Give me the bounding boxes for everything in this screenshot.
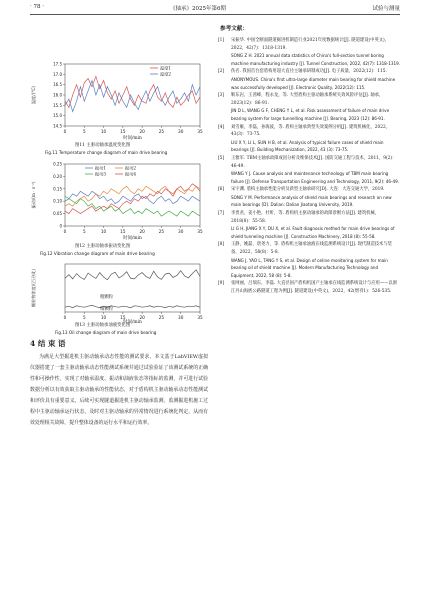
x-tick-label: 20 [139,315,145,320]
reference-item [218,68,400,91]
x-tick-label: 15 [120,229,126,234]
oil-chart [30,262,210,324]
reference-number: [5] [218,155,225,161]
y-tick-label: 0.25 [53,161,62,167]
x-tick-label: 30 [178,129,184,134]
plot-frame [65,64,200,126]
y-tick-label: 15.0 [53,113,62,119]
reference-text-en: LIU X Y, LI L, SUN H B, et al. Analysis of typical failure cases of shield main bearings [J]. Building Mechanization, 2022, 43 (3): 73-75. [231,139,384,153]
y-tick-label: 16.5 [53,82,62,88]
x-tick-label: 30 [178,315,184,320]
figure-13 [30,262,210,324]
y-axis-label: 温度/(°C) [31,85,36,105]
series-annotation: 细颗粒 [100,307,114,312]
reference-text-en: JIN D L, WANG G F, CHENG Y L, et al. Risk assessment of failure of main drive bearing system for large tunnelling machine [J]. Bearing, 2023 (12): 86-91. [231,108,390,121]
reference-item [218,280,400,295]
figure-12-caption-en: Fig.12 Vibration change diagram of main drive bearing [40,251,155,256]
section-label: 试验与测量 [372,6,400,12]
figure-12 [30,160,210,240]
legend-label: 振动2 [125,165,137,171]
header-divider [30,14,400,15]
legend-label: 振动3 [95,171,107,177]
reference-text-cn: 王静，姚磊，唐尧力，等. 盾构机主轴承油液在线监测系统设计[J]. 现代制造技术与装备，2022，58(8)：5-8. [231,242,392,256]
y-tick-label: 0.10 [53,198,62,204]
reference-number: [1] [218,38,225,43]
reference-item [218,124,400,154]
reference-text-cn: 刘雪雁，李磊，孙海波，等. 盾构主轴承典型失效案例分析[J]. 建筑机械化，2022，43(3)：73-75. [231,124,390,138]
y-tick-label: 17.5 [53,61,62,67]
reference-item [218,241,400,279]
reference-text-cn: 李贵君，姜小艳，杜昕，等. 盾构机主驱动轴承的故障诊断方法[J]. 建筑机械，2018(8)：55-58. [231,211,380,224]
x-tick-label: 5 [82,129,86,134]
figure-11 [30,60,210,140]
series-line-2 [65,186,200,206]
journal-title: 《轴承》2025年第6期 [170,6,226,12]
y-tick-label: 0.15 [53,186,62,192]
reference-text-cn: 佚名. 我国首台套盾构用超大直径主轴承研制成功[J]. 电子质量，2022(12)：115. [231,69,387,75]
reference-number: [7] [218,211,225,217]
figure-11-caption-en: Fig.11 Temperature change diagram of main drive bearing [45,150,168,155]
page-number: · 78 · [30,4,44,10]
reference-item [218,92,400,122]
series-line-2 [65,305,200,307]
x-tick-label: 10 [100,315,107,320]
legend-label: 温度2 [160,71,172,77]
legend-label: 振动1 [95,165,107,171]
x-tick-label: 20 [139,129,145,134]
references-heading: 参考文献： [220,26,248,32]
reference-text-cn: 张网丽，吕瑞东，李磊. 大直径国产盾构机国产主轴承在线监测系统设计与应用——以浙江丹山海底公路隧道工程为例[J]. 隧道建设(中英文)，2022，42(增刊1)：526-535. [231,281,398,294]
x-axis-label: 时间/min [123,236,142,240]
series-annotation: 粗颗粒 [100,295,114,300]
reference-item [218,210,400,240]
series-line-1 [65,76,200,107]
reference-item [218,37,400,67]
reference-number: [3] [218,93,225,99]
temperature-chart [30,60,210,140]
reference-item [218,155,400,185]
y-tick-label: 15.5 [53,102,62,108]
reference-text-en: ANONYMOUS. China's first ultra-large diameter main bearing for shield machine was successfully developed [J]. Electronic Quality, 2022(12): 115. [231,76,396,90]
y-tick-label: 16.0 [53,92,62,98]
reference-number: [6] [218,187,225,193]
legend-label: 振动4 [125,171,137,177]
section-heading: 4 结 束 语 [30,339,66,348]
reference-text-cn: 王雅军. TBM主轴承故障成因分析及维保技术[J]. 国防交通工程与技术，2011，9(2)：46-49. [231,155,397,169]
y-axis-label: 颗粒物浓度/(百分比) [31,268,36,308]
reference-number: [9] [218,281,225,287]
figure-11-caption: 图11 主驱动轴承温度变化图 [75,143,131,148]
x-tick-label: 5 [82,229,86,234]
conclusion-paragraph: 为满足大型掘进机主驱动轴承动态性能的测试要求，本文基于LabVIEW虚拟仪器搭建了一套主驱动轴承动态性能测试系统并通过试验验证了该测试系统的正确性和可操作性，实现了对轴承温度、振动和油液状态等指标的监测，并可进行试验数据分析以有效获取主驱动轴承的性能状态，对于盾构机主驱动轴承动态性能测试和评价具有重要意义。后续可实现隧道掘进机主驱动轴承监测，监测掘进机施工过程中主驱动轴承运行状态，及时对主驱动轴承的异常情况进行系统化判定，从而有效处理相关故障，提升整体设备的运行水平和运行效率。 [30,354,208,426]
x-tick-label: 20 [139,229,145,234]
legend-label: 温度1 [160,65,172,71]
reference-text-en: SONG Y M. Performance analysis of shield main bearings and research on new main bearings [D]. Dalian: Dalian Jiaotong University, 2019. [231,194,392,208]
x-tick-label: 25 [158,129,165,134]
plot-frame [65,264,200,312]
reference-text-en: WANG Y J. Cause analysis and maintenance technology of TBM main bearing failure [J]. Defense Transportation Engineering and Technology, 2011, 9(2): 46-49. [231,171,399,184]
x-tick-label: 35 [197,315,203,320]
x-tick-label: 0 [63,229,67,234]
reference-number: [2] [218,69,225,75]
series-line-2 [65,81,200,112]
y-axis-label: 振动/(m · s⁻²) [31,181,36,209]
x-tick-label: 10 [100,229,107,234]
x-tick-label: 15 [120,315,126,320]
x-tick-label: 25 [158,229,165,234]
y-tick-label: 0 [59,223,62,229]
y-tick-label: 0.20 [53,173,62,179]
y-tick-label: 14.5 [53,123,62,129]
x-tick-label: 5 [82,315,86,320]
reference-text-cn: 宋振华. 中国全断面隧道掘进机制造行业2021年度数据统计[J]. 隧道建设(中英文)，2022，42(7)：1318-1319. [231,38,390,51]
x-tick-label: 25 [158,315,165,320]
reference-text-cn: 靳东岩，王茜峰，程永龙，等. 大型盾构主驱动轴承系统失效风险评估[J]. 轴承，2023(12)：86-91. [231,93,384,106]
x-tick-label: 15 [120,129,126,134]
figure-13-caption-en: Fig.13 Oil change diagram of main drive bearing [55,330,157,335]
x-tick-label: 0 [63,315,67,320]
reference-text-en: LI G H, JIANG X Y, DU X, et al. Fault diagnosis method for main drive bearings of shield tunneling machine [J]. Construction Machinery, 2018 (8): 55-58. [231,226,395,239]
x-tick-label: 35 [197,129,203,134]
figure-12-caption: 图12 主驱动轴承振动变化图 [75,244,131,249]
figure-13-caption: 图13 主驱动轴承油液变化图 [75,323,131,328]
x-axis-label: 时间/min [123,136,142,140]
y-tick-label: 17.0 [53,71,62,77]
reference-number: [4] [218,124,225,130]
vibration-chart [30,160,210,240]
x-tick-label: 30 [178,229,184,234]
x-tick-label: 0 [63,129,67,134]
reference-text-en: WANG J, YAO L, TANG Y S, et al. Design of online monitoring system for main bearing oil of shield machine [J]. Modern Manufacturing Technology and Equipment, 2022, 58 (8): 5-8. [231,257,388,278]
x-tick-label: 10 [100,129,107,134]
x-tick-label: 35 [197,229,203,234]
reference-text-cn: 宋宇渊. 盾构主轴承性能分析及新型主轴承研究[D]. 大连：大连交通大学，2019. [231,187,385,193]
reference-list [218,37,400,297]
reference-item [218,186,400,209]
series-line-1 [65,270,200,280]
x-axis-label: 时间/min [123,320,142,324]
reference-number: [8] [218,242,225,248]
y-tick-label: 0.05 [53,211,62,217]
reference-text-en: SONG Z H. 2021 annual data statistics of China's full-section tunnel boring machine manufacturing industry [J]. Tunnel Construction, 2022, 42(7): 1318-1319. [231,53,400,66]
